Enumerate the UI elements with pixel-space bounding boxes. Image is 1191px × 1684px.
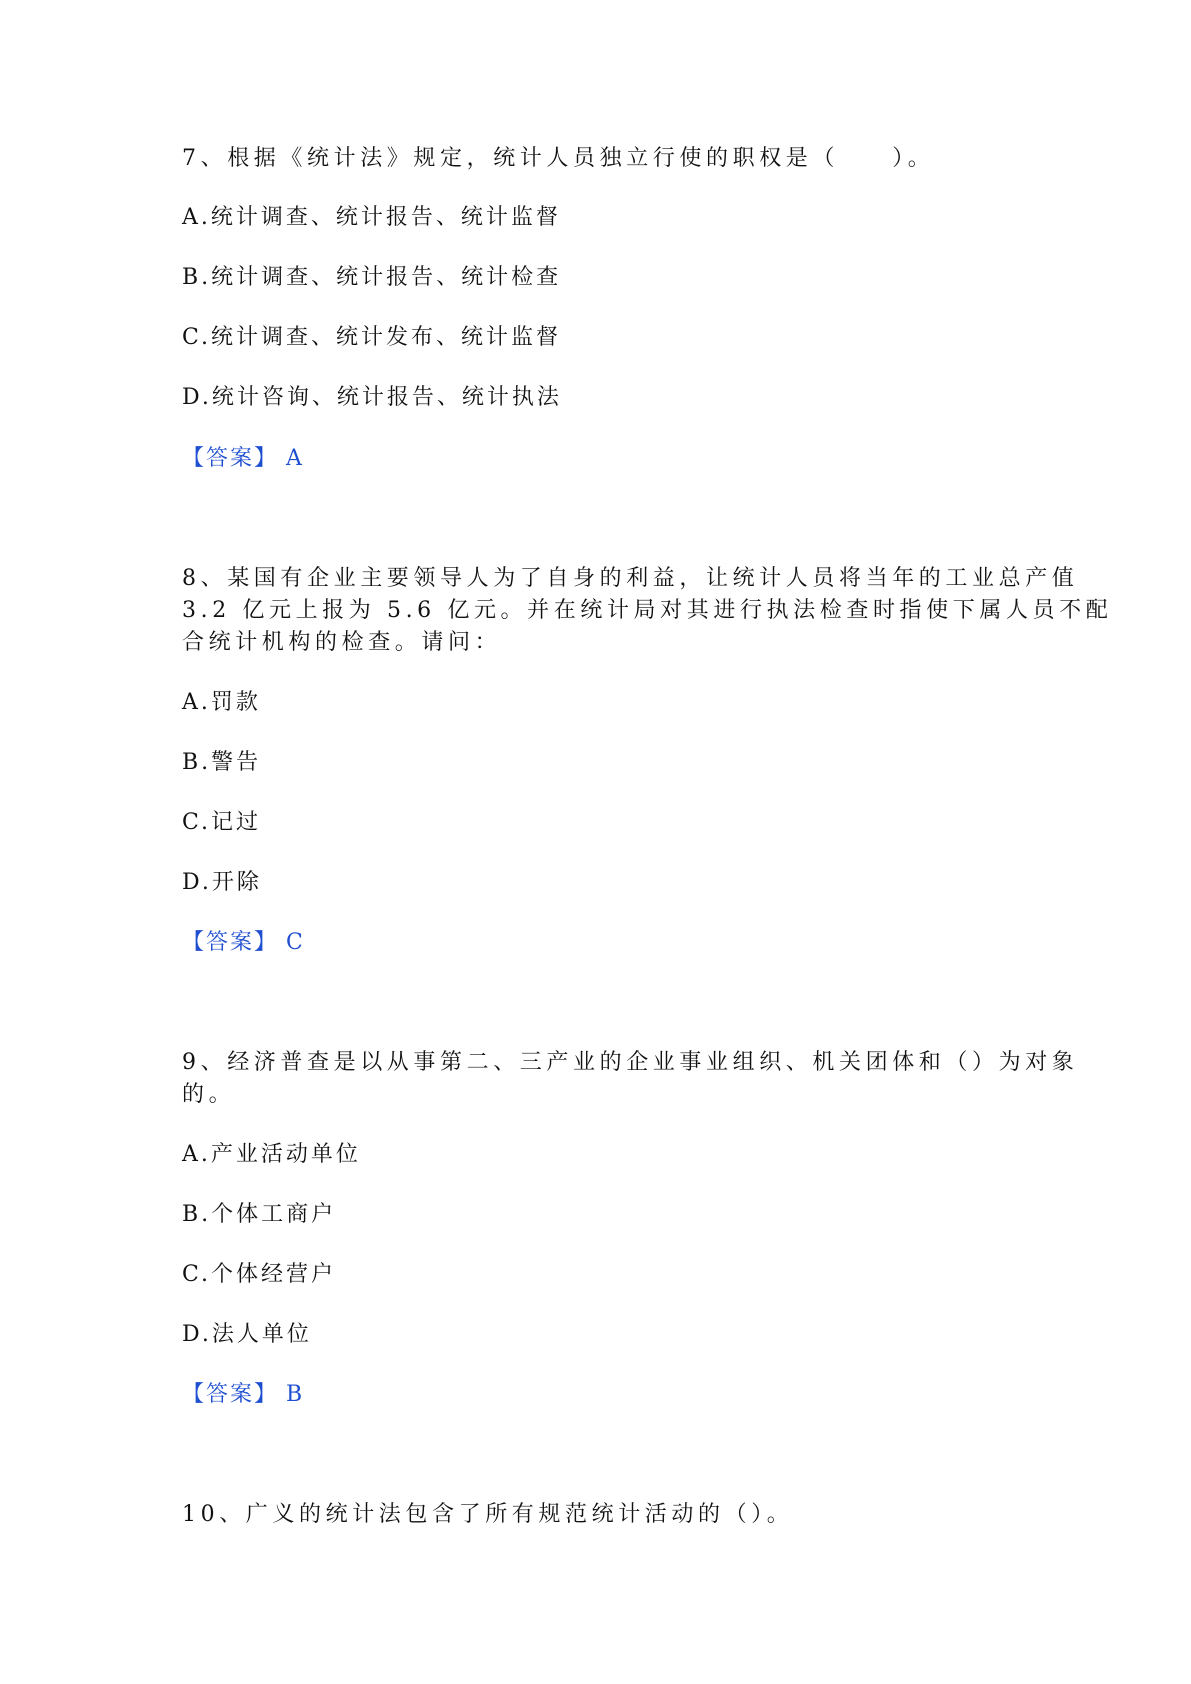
question-8-option-b: B.警告 xyxy=(182,750,262,775)
answer-value: A xyxy=(286,446,304,471)
question-8-text-line-1: 8、某国有企业主要领导人为了自身的利益，让统计人员将当年的工业总产值 xyxy=(182,566,1079,591)
question-7-option-d: D.统计咨询、统计报告、统计执法 xyxy=(182,385,562,410)
question-7-text: 7、根据《统计法》规定，统计人员独立行使的职权是（ ）。 xyxy=(182,146,935,171)
question-7-option-b: B.统计调查、统计报告、统计检查 xyxy=(182,265,562,290)
answer-value: C xyxy=(286,930,305,955)
question-8-option-c: C.记过 xyxy=(182,810,262,835)
question-8-option-a: A.罚款 xyxy=(182,690,261,715)
answer-value: B xyxy=(286,1382,305,1407)
question-9-option-a: A.产业活动单位 xyxy=(182,1142,361,1167)
question-7-answer xyxy=(182,444,304,474)
question-7-option-c: C.统计调查、统计发布、统计监督 xyxy=(182,325,562,350)
question-9-answer xyxy=(182,1380,304,1410)
question-10-text: 10、广义的统计法包含了所有规范统计活动的（）。 xyxy=(182,1502,794,1527)
question-8-option-d: D.开除 xyxy=(182,870,262,895)
answer-label: 【答案】 xyxy=(182,1382,279,1407)
question-9-option-c: C.个体经营户 xyxy=(182,1262,337,1287)
question-8-text-line-3: 合统计机构的检查。请问： xyxy=(182,630,502,655)
answer-label: 【答案】 xyxy=(182,446,279,471)
question-9-option-d: D.法人单位 xyxy=(182,1322,312,1347)
question-8-answer xyxy=(182,928,305,958)
answer-label: 【答案】 xyxy=(182,930,279,955)
question-9-option-b: B.个体工商户 xyxy=(182,1202,337,1227)
question-9-text-line-2: 的。 xyxy=(182,1082,236,1107)
question-9-text-line-1: 9、经济普查是以从事第二、三产业的企业事业组织、机关团体和（）为对象 xyxy=(182,1050,1079,1075)
question-7-option-a: A.统计调查、统计报告、统计监督 xyxy=(182,205,561,230)
question-8-text-line-2: 3.2 亿元上报为 5.6 亿元。并在统计局对其进行执法检查时指使下属人员不配 xyxy=(182,598,1113,623)
